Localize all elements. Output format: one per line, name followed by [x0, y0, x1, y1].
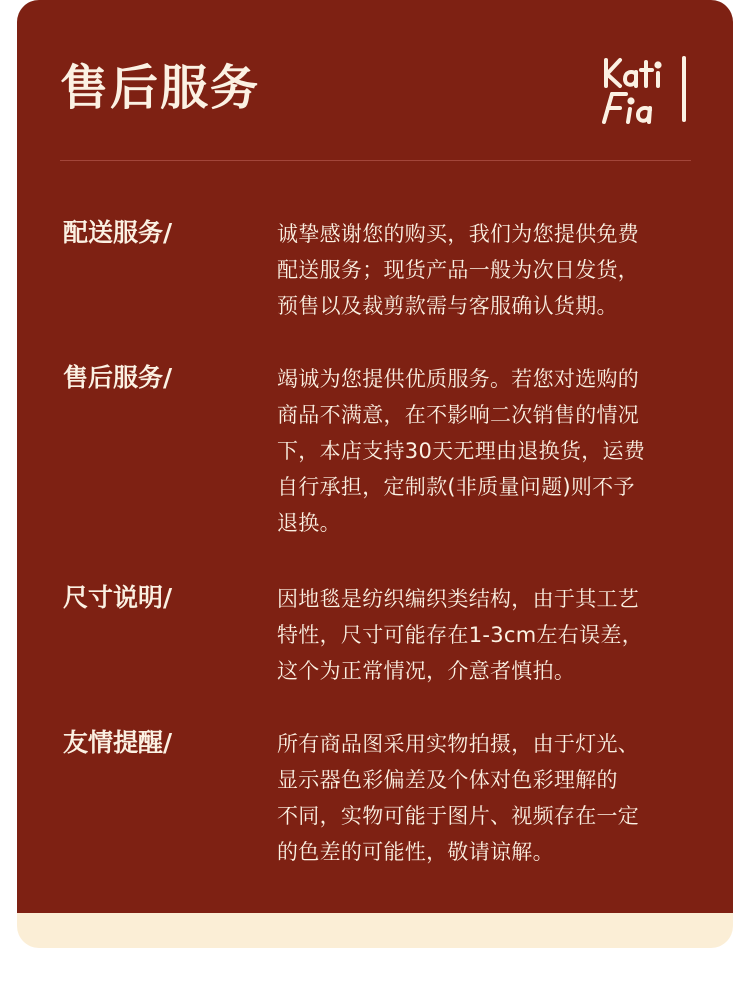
section-body: [277, 361, 697, 541]
section-body: [277, 216, 697, 324]
body-line: 因地毯是纺织编织类结构，由于其工艺: [277, 587, 640, 611]
body-line: 配送服务；现货产品一般为次日发货，: [277, 258, 640, 282]
section-body: [277, 726, 697, 870]
body-line: 预售以及裁剪款需与客服确认货期。: [277, 294, 618, 318]
katifia-logo: [598, 54, 692, 126]
body-line: 诚挚感谢您的购买，我们为您提供免费: [277, 222, 640, 246]
body-line: 自行承担，定制款(非质量问题)则不予: [277, 475, 635, 499]
section-label: 友情提醒/: [63, 728, 173, 757]
body-line: 的色差的可能性，敬请谅解。: [277, 840, 554, 864]
body-line: 退换。: [277, 511, 341, 535]
body-line: 竭诚为您提供优质服务。若您对选购的: [277, 367, 640, 391]
section-label: 配送服务/: [63, 218, 173, 247]
page-title: 售后服务: [60, 60, 261, 116]
body-line: 商品不满意，在不影响二次销售的情况: [277, 403, 640, 427]
body-line: 这个为正常情况，介意者慎拍。: [277, 659, 576, 683]
body-line: 所有商品图采用实物拍摄，由于灯光、: [277, 732, 640, 756]
section-label: 尺寸说明/: [63, 583, 173, 612]
body-line: 显示器色彩偏差及个体对色彩理解的: [277, 768, 618, 792]
body-line: 下，本店支持30天无理由退换货，运费: [277, 439, 646, 463]
section-label: 售后服务/: [63, 363, 173, 392]
header-divider: [60, 160, 691, 161]
after-sales-card: [17, 0, 733, 913]
body-line: 特性，尺寸可能存在1-3cm左右误差，: [277, 623, 644, 647]
body-line: 不同，实物可能于图片、视频存在一定: [277, 804, 640, 828]
section-body: [277, 581, 697, 689]
